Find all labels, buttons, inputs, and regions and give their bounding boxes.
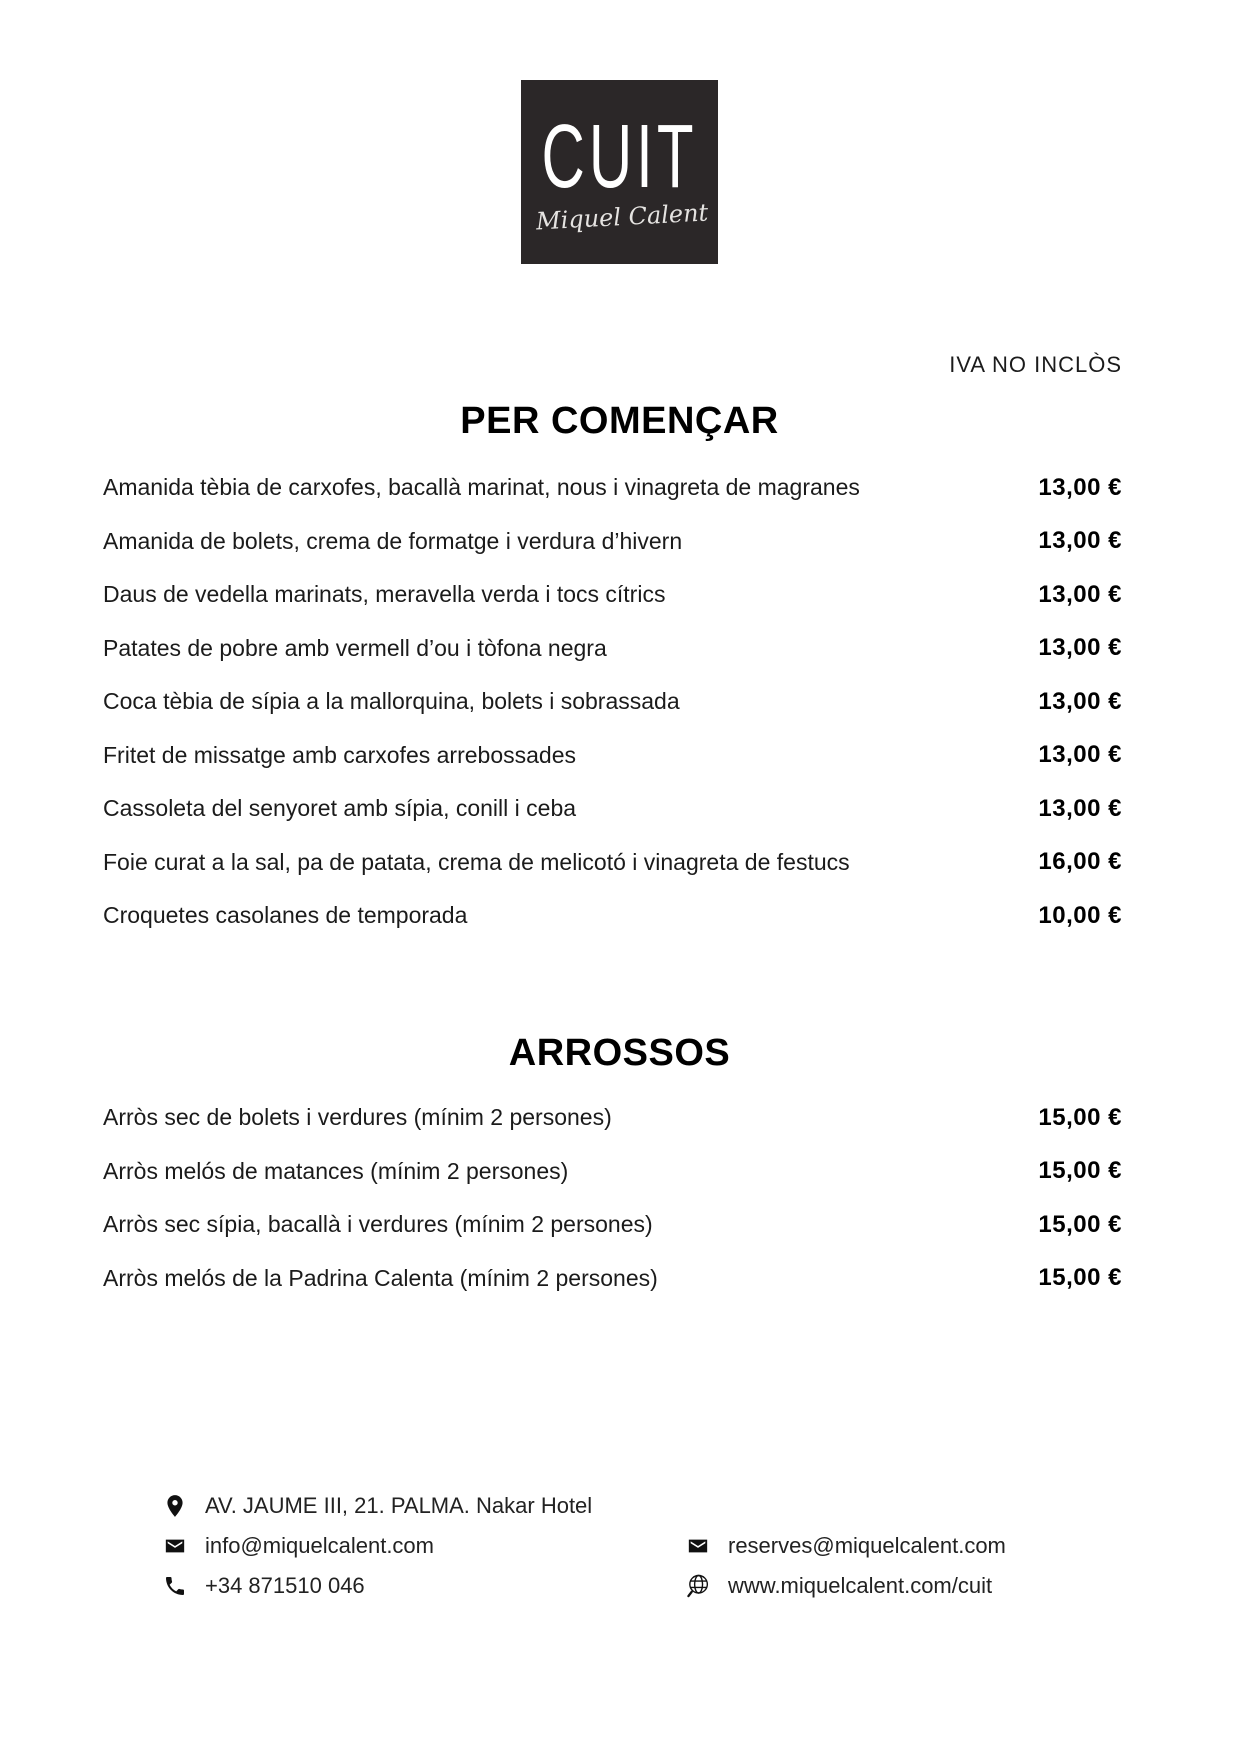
footer-website-text: www.miquelcalent.com/cuit	[728, 1573, 993, 1598]
footer-email-row	[160, 1526, 683, 1566]
envelope-icon	[160, 1535, 190, 1557]
menu-item-price: 15,00 €	[1038, 1103, 1122, 1131]
contact-footer	[160, 1486, 1006, 1606]
envelope-icon	[683, 1535, 713, 1557]
menu-item-name: Daus de vedella marinats, meravella verda i tocs cítrics	[103, 581, 666, 608]
menu-item-row	[103, 1091, 1122, 1145]
menu-item-name: Arròs sec de bolets i verdures (mínim 2 persones)	[103, 1104, 612, 1131]
menu-item-name: Cassoleta del senyoret amb sípia, conill i ceba	[103, 795, 577, 822]
menu-item-price: 13,00 €	[1038, 580, 1122, 608]
menu-item-name: Amanida de bolets, crema de formatge i verdura d’hivern	[103, 527, 683, 554]
menu-item-row	[103, 836, 1122, 890]
footer-phone-row	[160, 1566, 683, 1606]
footer-website-row	[683, 1566, 1006, 1606]
menu-item-row	[103, 568, 1122, 622]
menu-item-price: 13,00 €	[1038, 473, 1122, 501]
menu-item-name: Patates de pobre amb vermell d’ou i tòfona negra	[103, 634, 607, 661]
section-title-starters: PER COMENÇAR	[460, 400, 779, 442]
menu-item-price: 16,00 €	[1038, 848, 1122, 876]
menu-item-price: 15,00 €	[1038, 1210, 1122, 1238]
menu-item-price: 13,00 €	[1038, 687, 1122, 715]
section-title-rices: ARROSSOS	[508, 1032, 731, 1074]
menu-item-row	[103, 1252, 1122, 1306]
menu-item-name: Foie curat a la sal, pa de patata, crema de melicotó i vinagreta de festucs	[103, 848, 850, 875]
menu-item-name: Arròs melós de la Padrina Calenta (mínim 2 persones)	[103, 1264, 658, 1291]
menu-item-price: 13,00 €	[1038, 741, 1122, 769]
menu-item-row	[103, 1145, 1122, 1199]
menu-item-row	[103, 889, 1122, 943]
menu-item-row	[103, 622, 1122, 676]
logo-chef-signature: Miquel Calent	[535, 198, 709, 236]
menu-item-name: Amanida tèbia de carxofes, bacallà marinat, nous i vinagreta de magranes	[103, 474, 860, 501]
tax-note: IVA NO INCLÒS	[949, 352, 1122, 377]
menu-item-row	[103, 515, 1122, 569]
menu-item-row	[103, 675, 1122, 729]
menu-item-price: 13,00 €	[1038, 527, 1122, 555]
menu-item-price: 15,00 €	[1038, 1157, 1122, 1185]
menu-item-row	[103, 461, 1122, 515]
footer-address-text: AV. JAUME III, 21. PALMA. Nakar Hotel	[205, 1493, 593, 1518]
menu-item-row	[103, 729, 1122, 783]
menu-item-price: 15,00 €	[1038, 1264, 1122, 1292]
footer-email-text: info@miquelcalent.com	[205, 1533, 434, 1558]
footer-phone-text: +34 871510 046	[205, 1573, 365, 1598]
menu-item-row	[103, 782, 1122, 836]
location-pin-icon	[160, 1491, 190, 1521]
logo-brand-text: CUIT	[541, 106, 698, 207]
menu-item-name: Croquetes casolanes de temporada	[103, 902, 468, 929]
menu-item-price: 13,00 €	[1038, 634, 1122, 662]
menu-item-name: Arròs sec sípia, bacallà i verdures (mínim 2 persones)	[103, 1211, 653, 1238]
menu-item-name: Fritet de missatge amb carxofes arrebossades	[103, 741, 576, 768]
footer-reservations-text: reserves@miquelcalent.com	[728, 1533, 1006, 1558]
globe-search-icon	[683, 1572, 713, 1600]
footer-reservations-row	[683, 1526, 1006, 1566]
menu-item-price: 13,00 €	[1038, 794, 1122, 822]
menu-item-price: 10,00 €	[1038, 901, 1122, 929]
menu-item-row	[103, 1198, 1122, 1252]
menu-item-name: Coca tèbia de sípia a la mallorquina, bolets i sobrassada	[103, 688, 680, 715]
menu-list-rices	[103, 1091, 1122, 1305]
phone-icon	[160, 1574, 190, 1598]
menu-item-name: Arròs melós de matances (mínim 2 persones)	[103, 1157, 569, 1184]
footer-address-row	[160, 1486, 683, 1526]
menu-list-starters	[103, 461, 1122, 943]
restaurant-logo	[521, 80, 718, 264]
